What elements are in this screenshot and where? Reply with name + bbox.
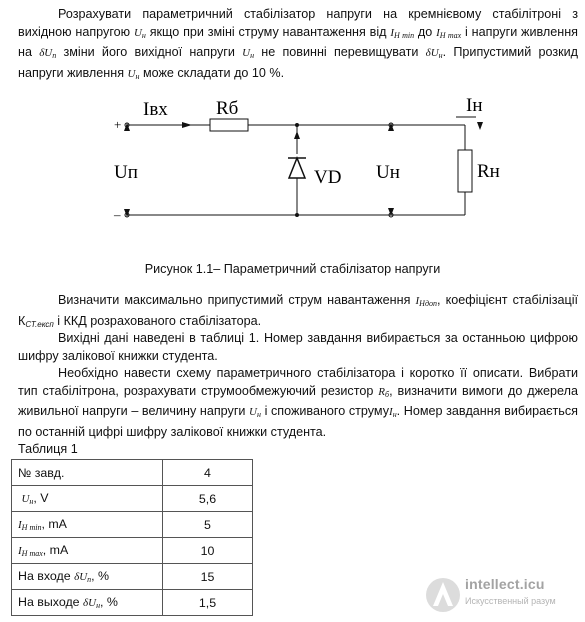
table-row [12,460,253,486]
resistor-rh [458,150,472,192]
task-paragraph-1: Визначити максимально припустимий струм навантаження $I_{Ндоп}$, коефіцієнт стабілізації $К_{СТ.експ}$ і ККД розрахованого стабілізатора. [18,293,578,329]
label-ibx: Iвх [143,99,168,120]
intro-text-2: якщо при зміні струму навантаження від [149,24,391,39]
table-row [12,538,253,564]
label-vd: VD [314,167,342,188]
row-label: № завд. [12,460,163,486]
task-paragraph-3: Необхідно навести схему параметричного стабілізатора і коротко її описати. Вибрати тип стабілітрона, розрахувати струмообмежуючий резистор $R_б$, визначити вимоги до джерела живильної напруги – величину напруги $U_н$ і споживаного струмуI$_н$. Номер завдання вибирається по останній цифрі шифру залікової книжки студента. [18,366,578,439]
kst-symbol: $К_{СТ.експ}$ [18,313,54,329]
stabilizer-circuit-diagram [100,92,500,232]
figure-caption: Рисунок 1.1– Параметричний стабілізатор напруги [144,262,441,276]
intro-text-4: і напруги живлення на [18,24,579,59]
uh-symbol-4: $U_н$ [249,406,261,419]
watermark-subtitle: Искусственный разум [465,596,556,606]
row-label: $I_{Н max}$, mA [12,538,163,564]
task-paragraph-2: Вихідні дані наведені в таблиці 1. Номер завдання вибирається за останньою цифрою шифру залікової книжки студента. [18,331,578,363]
label-uh: Uн [376,162,400,183]
table-row [12,564,253,590]
ihdop-symbol: $I_{Ндоп}$ [415,295,437,308]
watermark-name: intellect.icu [465,576,545,592]
uh-symbol: $U_н$ [133,26,146,40]
label-rb: Rб [216,98,239,119]
table-row [12,512,253,538]
row-label: $U_н$, V [12,486,163,512]
dun-symbol: $\delta U_п$ [39,47,57,60]
intro-paragraph [18,6,578,85]
uh-symbol-2: $U_н$ [242,47,255,60]
uh-symbol-3: $U_н$ [127,67,140,81]
junction-bottom [295,213,299,217]
table-title: Таблиця 1 [18,442,78,456]
intro-text-5: зміни його вихідної напруги [63,45,243,59]
row-value: 1,5 [163,590,253,616]
row-label: На входе $\delta U_п$, % [12,564,163,590]
ihmin-symbol: $I_{Н min}$ [390,26,415,40]
row-value: 4 [163,460,253,486]
duh-symbol: $\delta U_н$ [425,47,443,60]
row-value: 10 [163,538,253,564]
intro-text-3: до [417,24,437,39]
ih-symbol: $I_н$ [389,406,397,419]
rb-symbol: $R_б$ [378,385,390,399]
table-row [12,590,253,616]
junction-top [295,123,299,127]
zener-diode-vd [288,154,306,178]
table-row [12,486,253,512]
row-value: 5,6 [163,486,253,512]
label-minus: – [114,207,121,222]
ihmax-symbol: $I_{Н max}$ [436,26,462,40]
row-label: На выходе $\delta U_н$, % [12,590,163,616]
row-value: 15 [163,564,253,590]
intro-text-1: Розрахувати параметричний стабілізатор напруги на кремнієвому стабілітроні з вихідною напругою [18,7,578,39]
arrow-ibx [182,122,192,128]
intro-text-8: може складати до 10 %. [142,65,285,80]
intro-text-7: . Припустимий розкид напруги живлення [18,45,579,80]
row-value: 5 [163,512,253,538]
arrow-ih [477,122,483,130]
label-ih: Iн [466,95,483,116]
row-label: $I_{Н min}$, mA [12,512,163,538]
intellect-logo-icon [424,573,462,617]
intro-text-6: не повинні перевищувати [261,45,426,59]
label-rh: Rн [477,161,500,182]
label-plus: + [114,117,122,132]
arrow-up-zener [294,131,300,139]
data-table [11,459,253,616]
label-up: Uп [114,162,138,183]
resistor-rb [210,119,248,131]
